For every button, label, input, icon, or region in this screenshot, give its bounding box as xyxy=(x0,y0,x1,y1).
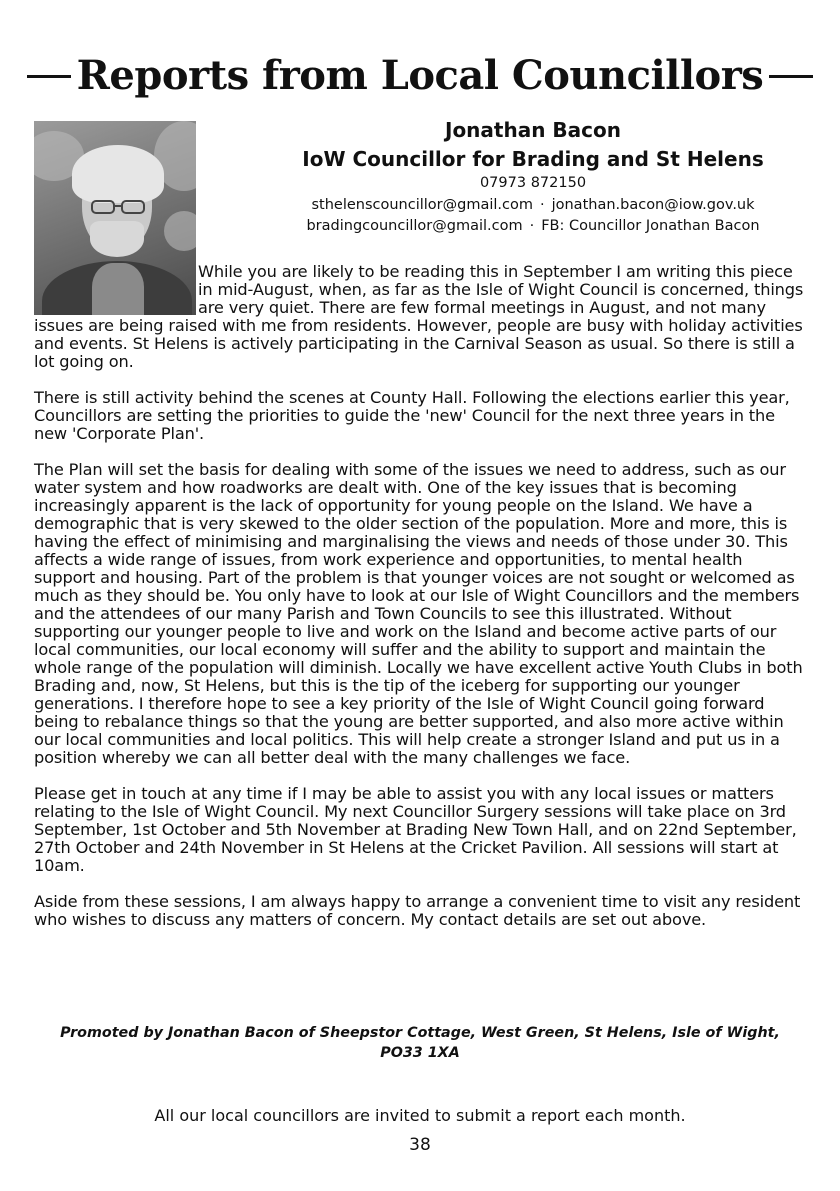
article-paragraph: Aside from these sessions, I am always happy to arrange a convenient time to visit any resident who wishes to discuss any matters of concern. My contact details are set out above. xyxy=(34,892,801,929)
title-dash-right xyxy=(769,75,813,78)
photo-wrap-spacer xyxy=(34,263,198,317)
page-title xyxy=(0,52,840,100)
article-paragraph: Please get in touch at any time if I may be able to assist you with any local issues or matters relating to the Isle of Wight Council. My next Councillor Surgery sessions will take place on 3rd September, 1st October and 5th November at Brading New Town Hall, and on 22nd September, 27th October and 24th November in St Helens at the Cricket Pavilion. All sessions will start at 10am. xyxy=(34,784,797,875)
page-title-text: Reports from Local Councillors xyxy=(76,52,764,99)
title-dash-left xyxy=(27,75,71,78)
councillor-role: IoW Councillor for Brading and St Helens xyxy=(302,147,764,171)
article-body xyxy=(34,263,804,947)
invite-note: All our local councillors are invited to submit a report each month. xyxy=(154,1106,686,1125)
councillor-name: Jonathan Bacon xyxy=(445,118,621,142)
facebook-link[interactable]: FB: Councillor Jonathan Bacon xyxy=(541,218,760,234)
email-iow-link[interactable]: jonathan.bacon@iow.gov.uk xyxy=(551,197,755,213)
article-paragraph: There is still activity behind the scenes at County Hall. Following the elections earlier this year, Councillors are setting the priorities to guide the 'new' Council for the next three years in the new 'Corporate Plan'. xyxy=(34,388,790,443)
email-st-helens-link[interactable]: sthelenscouncillor@gmail.com xyxy=(311,197,533,213)
email-brading-link[interactable]: bradingcouncillor@gmail.com xyxy=(306,218,523,234)
page-number: 38 xyxy=(409,1135,431,1155)
article-paragraph: The Plan will set the basis for dealing with some of the issues we need to address, such as our water system and how roadworks are dealt with. One of the key issues that is becoming increasingly apparent is the lack of opportunity for young people on the Island. We have a demographic that is very skewed to the older section of the population. More and more, this is having the effect of minimising and marginalising the views and needs of those under 30. This affects a wide range of issues, from work experience and opportunities, to mental health support and housing. Part of the problem is that younger voices are not sought or welcomed as much as they should be. You only have to look at our Isle of Wight Councillors and the members and the attendees of our many Parish and Town Councils to see this illustrated. Without supporting our younger people to live and work on the Island and become active parts of our local communities, our local economy will suffer and the ability to support and maintain the whole range of the population will diminish. Locally we have excellent active Youth Clubs in both Brading and, now, St Helens, but this is the tip of the iceberg for supporting our younger generations. I therefore hope to see a key priority of the Isle of Wight Council going forward being to rebalance things so that the young are better supported, and also more active within our local communities and local politics. This will help create a stronger Island and put us in a position whereby we can all better deal with the many challenges we face. xyxy=(34,460,803,767)
email-line-1 xyxy=(226,195,840,215)
email-line-2 xyxy=(226,216,840,236)
councillor-phone: 07973 872150 xyxy=(479,175,587,191)
separator-dot: · xyxy=(529,218,535,234)
separator-dot: · xyxy=(539,197,545,213)
article-paragraph: While you are likely to be reading this in September I am writing this piece in mid-August, when, as far as the Isle of Wight Council is concerned, things are very quiet. There are few formal meetings in August, and not many issues are being raised with me from residents. However, people are busy with holiday activities and events. St Helens is actively participating in the Carnival Season as usual. So there is still a lot going on. xyxy=(34,262,804,371)
promoted-by-notice: Promoted by Jonathan Bacon of Sheepstor Cottage, West Green, St Helens, Isle of Wight, PO33 1XA xyxy=(60,1025,780,1061)
